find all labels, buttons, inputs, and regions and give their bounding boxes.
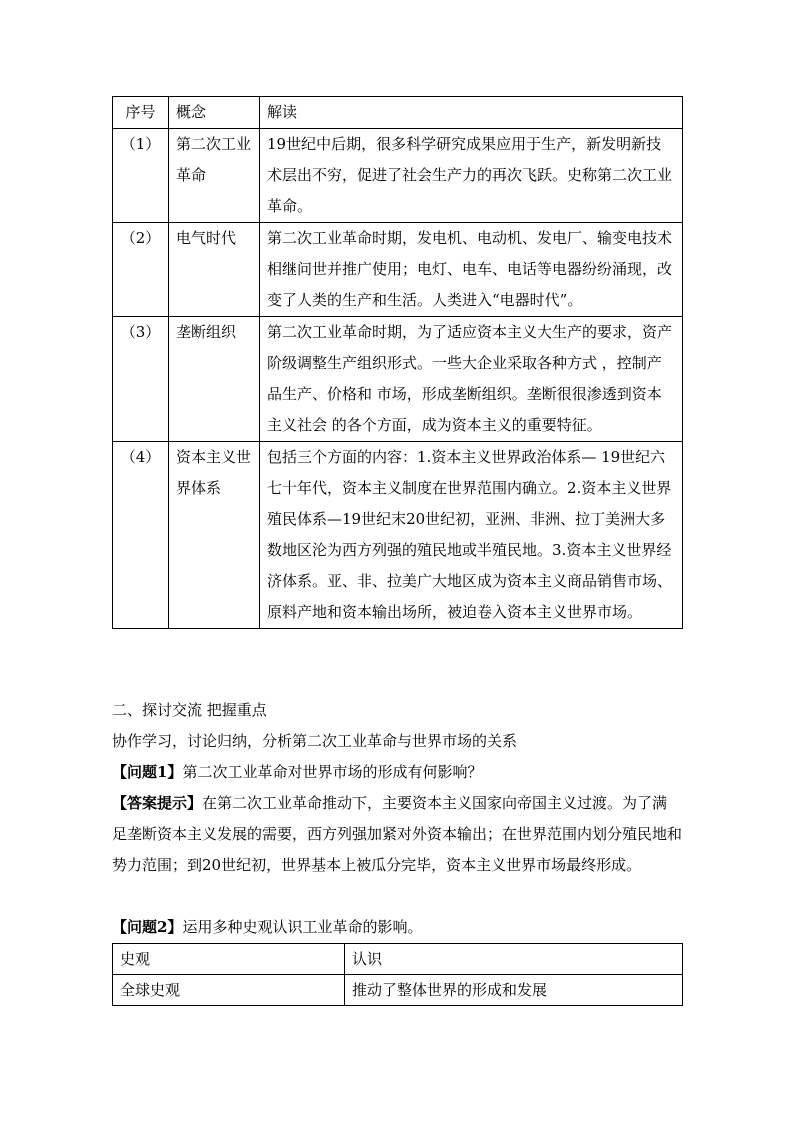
table-row — [113, 129, 683, 223]
views-table — [112, 943, 683, 1006]
row-interpretation: 包括三个方面的内容：1.资本主义世界政治体系— 19世纪六七十年代，资本主义制度在世界范围内确立。2.资本主义世界殖民体系—19世纪末20世纪初，亚洲、非洲、拉丁美洲大多数地区沦为西方列强的殖民地或半殖民地。3.资本主义世界经济体系。亚、非、拉美广大地区成为资本主义商品销售市场、原料产地和资本输出场所，被迫卷入资本主义世界市场。 — [260, 442, 683, 629]
section-heading: 二、探讨交流 把握重点 — [112, 701, 267, 719]
row-number: （4） — [113, 442, 169, 629]
table-row — [113, 317, 683, 442]
row-insight: 推动了整体世界的形成和发展 — [345, 975, 683, 1006]
row-concept: 资本主义世界体系 — [169, 442, 260, 629]
answer-1-label: 【答案提示】 — [112, 794, 203, 812]
table-row — [113, 223, 683, 317]
header-view: 史观 — [113, 944, 345, 975]
row-view: 全球史观 — [113, 975, 345, 1006]
row-concept: 垄断组织 — [169, 317, 260, 442]
table-row — [113, 975, 683, 1006]
question-2-text: 运用多种史观认识工业革命的影响。 — [182, 918, 423, 936]
answer-1 — [112, 788, 682, 881]
table-header-row — [113, 97, 683, 129]
row-interpretation: 19世纪中后期，很多科学研究成果应用于生产，新发明新技术层出不穷，促进了社会生产力的再次飞跃。史称第二次工业革命。 — [260, 129, 683, 223]
row-number: （1） — [113, 129, 169, 223]
question-2-label: 【问题2】 — [112, 918, 183, 936]
question-1-label: 【问题1】 — [112, 763, 183, 781]
question-1-text: 第二次工业革命对世界市场的形成有何影响？ — [182, 763, 483, 781]
table-row — [113, 442, 683, 629]
row-concept: 第二次工业革命 — [169, 129, 260, 223]
concept-table — [112, 96, 683, 629]
header-interpretation: 解读 — [260, 97, 683, 129]
row-interpretation: 第二次工业革命时期，为了适应资本主义大生产的要求，资产阶级调整生产组织形式。一些大企业采取各种方式 ，控制产品生产、价格和 市场，形成垄断组织。垄断很很渗透到资本主义社会 的各个方面，成为资本主义的重要特征。 — [260, 317, 683, 442]
row-number: （3） — [113, 317, 169, 442]
row-concept: 电气时代 — [169, 223, 260, 317]
answer-1-text: 在第二次工业革命推动下，主要资本主义国家向帝国主义过渡。为了满足垄断资本主义发展的需要，西方列强加紧对外资本输出；在世界范围内划分殖民地和势力范围；到20世纪初，世界基本上被瓜分完毕，资本主义世界市场最终形成。 — [112, 794, 683, 874]
question-1 — [112, 757, 682, 788]
header-concept: 概念 — [169, 97, 260, 129]
intro-line: 协作学习，讨论归纳，分析第二次工业革命与世界市场的关系 — [112, 732, 518, 750]
row-interpretation: 第二次工业革命时期，发电机、电动机、发电厂、输变电技术相继问世并推广使用；电灯、电车、电话等电器纷纷涌现，改变了人类的生产和生活。人类进入“电器时代”。 — [260, 223, 683, 317]
row-number: （2） — [113, 223, 169, 317]
views-header-row — [113, 944, 683, 975]
header-number: 序号 — [113, 97, 169, 129]
question-2 — [112, 912, 682, 943]
header-insight: 认识 — [345, 944, 683, 975]
